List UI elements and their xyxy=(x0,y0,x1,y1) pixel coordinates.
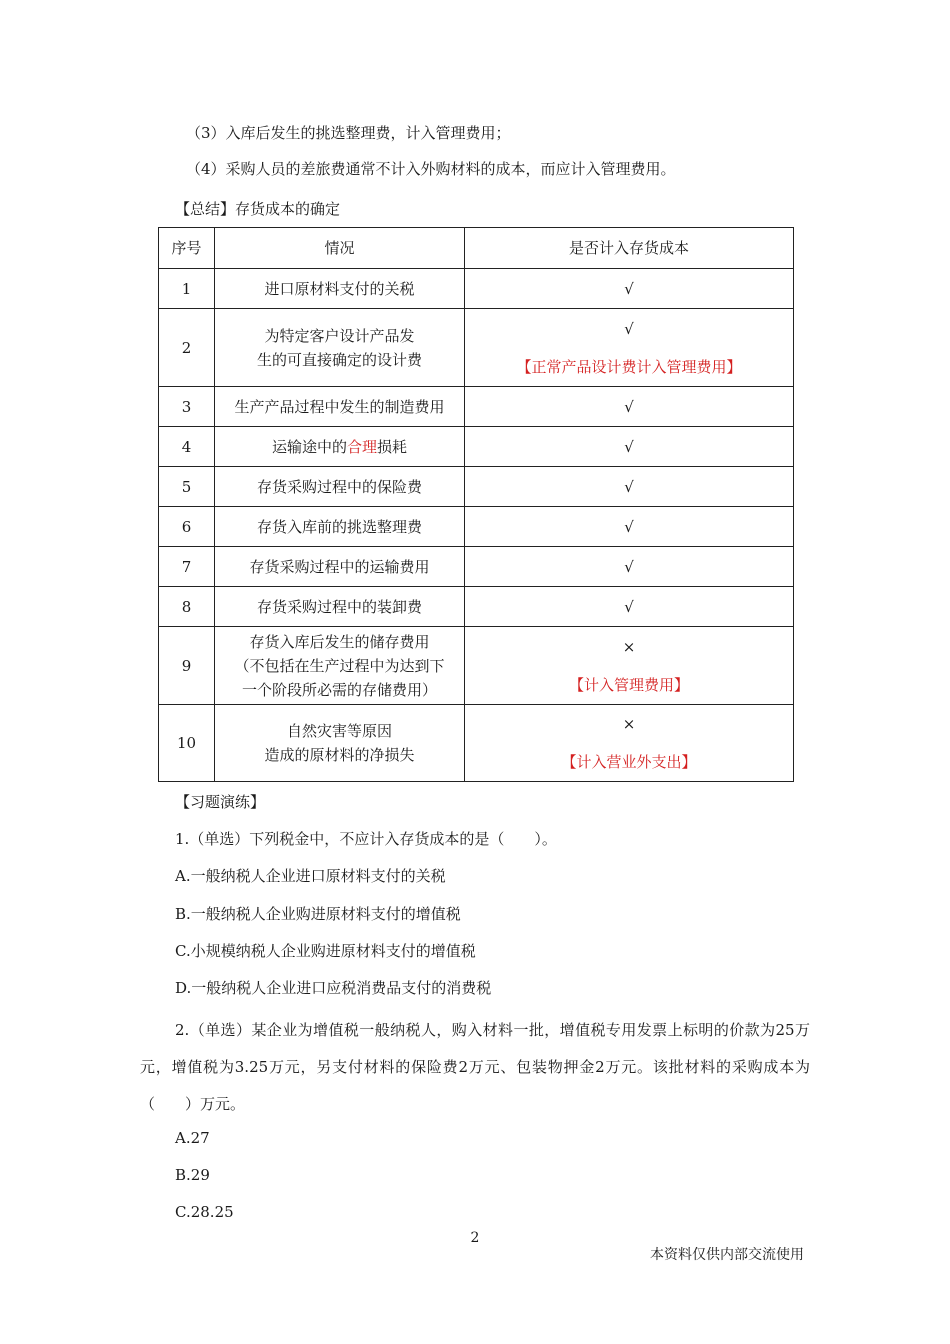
question-2-option-a: A.27 xyxy=(175,1129,210,1147)
row-no: 8 xyxy=(159,587,215,627)
intro-item-4: （4）采购人员的差旅费通常不计入外购材料的成本，而应计入管理费用。 xyxy=(186,160,676,178)
row-no: 4 xyxy=(159,427,215,467)
row-note: 【计入营业外支出】 xyxy=(561,753,697,771)
intro-item-3: （3）入库后发生的挑选整理费，计入管理费用； xyxy=(186,124,511,142)
table-row xyxy=(159,627,794,705)
row-mark: √ xyxy=(465,467,794,507)
row-mark: √ xyxy=(465,269,794,309)
situation-line: 造成的原材料的净损失 xyxy=(264,746,415,764)
situation-line: 一个阶段所必需的存储费用） xyxy=(241,680,437,699)
situation-text: 运输途中的 xyxy=(271,437,347,456)
situation-line: 自然灾害等原因 xyxy=(286,722,392,740)
check-mark: √ xyxy=(624,319,634,338)
row-situation xyxy=(215,427,465,467)
row-mark: √ xyxy=(465,387,794,427)
exercise-heading: 【习题演练】 xyxy=(175,793,266,811)
header-no: 序号 xyxy=(159,228,215,269)
row-situation: 存货采购过程中的运输费用 xyxy=(215,547,465,587)
question-2-stem: 2.（单选）某企业为增值税一般纳税人，购入材料一批，增值税专用发票上标明的价款为25万元，增值税为3.25万元，另支付材料的保险费2万元、包装物押金2万元。该批材料的采购成本为（ ）万元。 xyxy=(140,1021,810,1113)
situation-text: 损耗 xyxy=(377,437,408,456)
row-no: 5 xyxy=(159,467,215,507)
row-mark: √ xyxy=(465,507,794,547)
row-mark xyxy=(465,627,794,705)
question-1-option-b: B.一般纳税人企业购进原材料支付的增值税 xyxy=(175,905,461,923)
header-included: 是否计入存货成本 xyxy=(465,228,794,269)
row-no: 3 xyxy=(159,387,215,427)
row-mark xyxy=(465,705,794,782)
row-no: 2 xyxy=(159,309,215,387)
question-1-option-a: A.一般纳税人企业进口原材料支付的关税 xyxy=(175,867,446,885)
row-mark: √ xyxy=(465,587,794,627)
question-1-option-c: C.小规模纳税人企业购进原材料支付的增值税 xyxy=(175,942,476,960)
row-no: 9 xyxy=(159,627,215,705)
situation-line: （不包括在生产过程中为达到下 xyxy=(234,656,445,675)
row-situation xyxy=(215,309,465,387)
footer-note: 本资料仅供内部交流使用 xyxy=(650,1247,804,1263)
row-situation: 存货采购过程中的保险费 xyxy=(215,467,465,507)
cross-mark: × xyxy=(622,715,636,733)
inventory-cost-table xyxy=(158,227,794,782)
row-no: 1 xyxy=(159,269,215,309)
row-situation xyxy=(215,627,465,705)
row-no: 6 xyxy=(159,507,215,547)
row-no: 7 xyxy=(159,547,215,587)
row-situation: 存货入库前的挑选整理费 xyxy=(215,507,465,547)
table-row xyxy=(159,705,794,782)
situation-line: 为特定客户设计产品发 xyxy=(264,326,415,345)
row-mark: √ xyxy=(465,547,794,587)
table-row xyxy=(159,507,794,547)
summary-heading: 【总结】存货成本的确定 xyxy=(175,200,341,218)
row-situation: 存货采购过程中的装卸费 xyxy=(215,587,465,627)
question-1-option-d: D.一般纳税人企业进口应税消费品支付的消费税 xyxy=(175,979,492,997)
situation-line: 存货入库后发生的储存费用 xyxy=(249,632,430,651)
table-row xyxy=(159,467,794,507)
row-note: 【正常产品设计费计入管理费用】 xyxy=(516,357,742,376)
question-1-stem: 1.（单选）下列税金中，不应计入存货成本的是（ ）。 xyxy=(175,830,557,848)
row-note: 【计入管理费用】 xyxy=(568,675,689,694)
row-situation: 进口原材料支付的关税 xyxy=(215,269,465,309)
page-number: 2 xyxy=(470,1230,480,1246)
table-row xyxy=(159,547,794,587)
cross-mark: × xyxy=(622,637,636,656)
situation-highlight: 合理 xyxy=(346,437,377,456)
question-2-option-b: B.29 xyxy=(175,1166,210,1184)
table-row xyxy=(159,427,794,467)
row-situation xyxy=(215,705,465,782)
question-2-option-c: C.28.25 xyxy=(175,1203,234,1221)
table-header-row xyxy=(159,228,794,269)
table-row xyxy=(159,587,794,627)
table-row xyxy=(159,309,794,387)
row-no: 10 xyxy=(159,705,215,782)
table-row xyxy=(159,387,794,427)
row-mark: √ xyxy=(465,427,794,467)
situation-line: 生的可直接确定的设计费 xyxy=(256,350,422,369)
header-situation: 情况 xyxy=(215,228,465,269)
table-row xyxy=(159,269,794,309)
row-mark xyxy=(465,309,794,387)
row-situation: 生产产品过程中发生的制造费用 xyxy=(215,387,465,427)
